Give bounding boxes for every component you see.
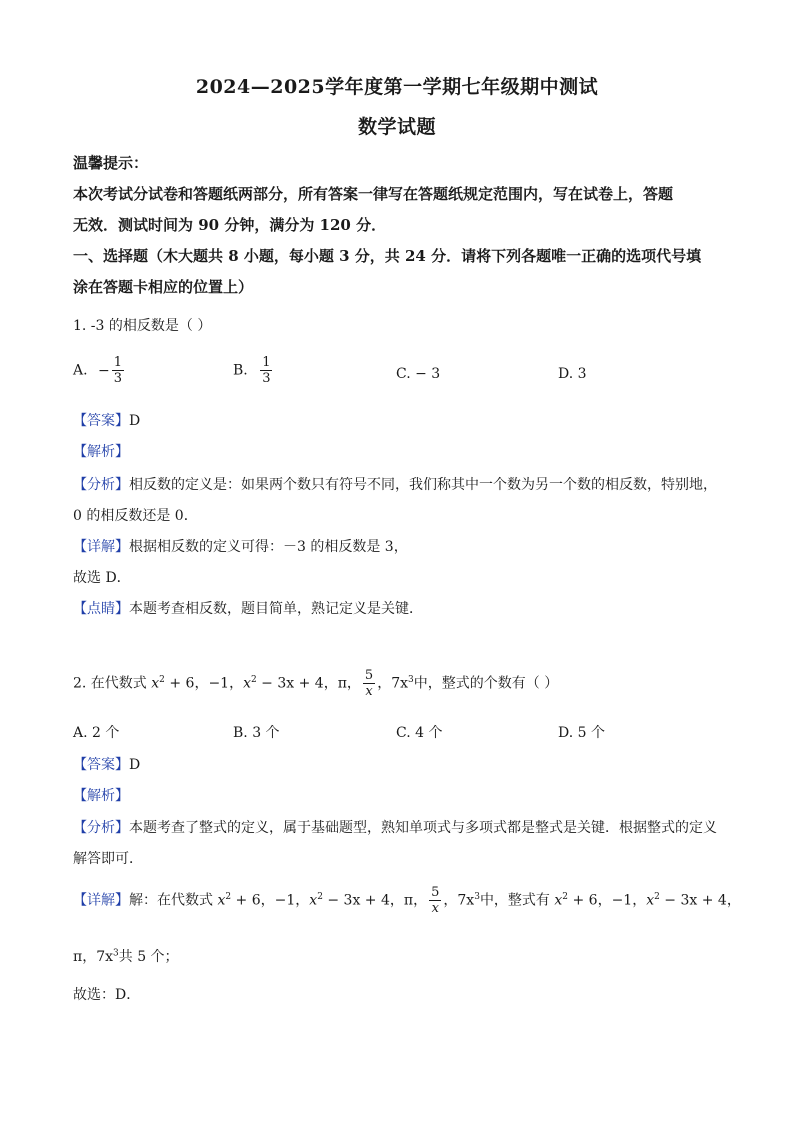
q2-expr-3-exp: 2 [251,674,257,685]
notice-line-2: 无效．测试时间为 90 分钟，满分为 120 分． [73,216,387,234]
q2-detail-result-1-rest: + 6 [568,892,598,909]
q1-choice: 故选 D． [73,570,131,586]
q1-stem: 1. -3 的相反数是（ ） [73,318,212,334]
q2-expr-4: π [337,675,347,692]
q1-option-b-denominator: 3 [262,371,271,386]
q1-option-b-label: B. [233,362,248,379]
q2-stem-prefix: 2. 在代数式 [73,675,152,692]
q2-detail-line-1 [73,885,741,916]
q2-detail-fraction-numerator: 5 [431,885,440,900]
q1-option-b-fraction [260,355,272,386]
q2-detail-line-2 [73,946,733,966]
section-1-line-2: 涂在答题卡相应的位置上） [73,278,254,296]
q2-answer-value: D [129,757,141,773]
q1-point-text: 本题考查相反数，题目简单，熟记定义是关键． [129,601,423,617]
q1-option-c: C. − 3 [396,366,441,382]
q2-fenxi-text-1: 本题考查了整式的定义，属于基础题型，熟知单项式与多项式都是整式是关键．根据整式的定义 [129,820,717,836]
q2-expr-5-fraction [363,668,375,699]
q2-detail-prefix: 解：在代数式 [129,892,218,909]
q2-option-b: B. 3 个 [233,725,280,741]
q2-detail-result-1: x [554,892,563,909]
q2-fenxi-1 [73,817,733,837]
q2-expr-1-exp: 2 [159,674,165,685]
detail-tag: 【详解】 [73,539,129,555]
q2-expr-1-rest: + 6 [164,675,195,692]
q2-detail-expr-1-exp: 2 [225,891,232,902]
q2-expr-3: x [243,675,251,692]
q2-sep: ， [194,675,209,692]
q2-detail-result-2: −1 [611,892,633,909]
q2-detail-result-3-exp: 2 [654,891,660,902]
q2-detail-expr-6: 7x [457,892,475,909]
q1-point [73,598,733,618]
q2-detail-fraction [429,885,441,916]
q1-option-a-fraction [112,355,124,386]
point-tag: 【点睛】 [73,601,129,617]
notice-line-1: 本次考试分试卷和答题纸两部分，所有答案一律写在答题纸规定范围内，写在试卷上，答题 [73,185,674,203]
q2-answer [73,754,733,774]
q2-sep: ， [726,892,741,909]
q2-sep: ， [413,892,428,909]
analysis-tag: 【解析】 [73,444,129,460]
q2-choice: 故选：D． [73,987,141,1003]
q1-answer [73,410,733,430]
q1-answer-value: D [129,413,141,429]
q1-option-a [73,355,126,386]
q2-expr-3-rest: − 3x + 4 [256,675,324,692]
q2-sep: ， [443,892,458,909]
q1-option-b-numerator: 1 [262,355,271,370]
q1-option-a-label: A. [73,362,88,379]
q2-sep: ， [346,675,361,692]
q1-fenxi-1 [73,474,733,494]
page-subtitle: 数学试题 [357,116,436,138]
q1-fenxi-2: 0 的相反数还是 0． [73,508,198,524]
q2-sep: ， [389,892,404,909]
q2-detail-expr-3: x [309,892,318,909]
q1-option-a-numerator: 1 [113,355,123,370]
q2-detail-line-2-exp: 3 [113,948,119,959]
q2-fraction-denominator: x [365,684,373,699]
q2-sep: ， [632,892,647,909]
q2-option-a: A. 2 个 [73,725,120,741]
q2-detail-expr-6-exp: 3 [474,891,480,902]
q1-option-d: D. 3 [558,366,587,382]
q2-detail-expr-4: π [403,892,414,909]
q2-detail-result-3: x [646,892,655,909]
page-title: 2024—2025学年度第一学期七年级期中测试 [195,76,599,98]
q2-sep: ， [377,675,392,692]
q2-detail-expr-1-rest: + 6 [231,892,261,909]
q1-detail-text: 根据相反数的定义可得：－3 的相反数是 3， [129,539,408,555]
q1-option-a-sign: − [98,362,110,379]
q2-sep: ， [229,675,244,692]
q2-stem [73,668,733,699]
q2-expr-1: x [151,675,160,692]
q2-detail-fraction-denominator: x [431,901,439,916]
q2-detail-expr-3-exp: 2 [317,891,323,902]
q2-sep: ， [597,892,612,909]
q2-detail-expr-2: −1 [274,892,296,909]
q1-fenxi-text-1: 相反数的定义是：如果两个数只有符号不同，我们称其中一个数为另一个数的相反数，特别地， [129,477,717,493]
q2-sep: ， [323,675,338,692]
q2-detail-result-3-rest: − 3x + 4 [659,892,727,909]
q2-analysis [73,785,733,805]
q2-fraction-numerator: 5 [364,668,374,683]
q2-detail-expr-1: x [217,892,226,909]
section-1-line-1: 一、选择题（木大题共 8 小题，每小题 3 分，共 24 分．请将下列各题唯一正确的选项代号填 [73,247,702,265]
q2-sep: ， [260,892,275,909]
answer-tag: 【答案】 [73,757,129,773]
q1-detail [73,536,733,556]
q2-fenxi-2: 解答即可． [73,851,143,867]
q2-detail-result-1-exp: 2 [562,891,569,902]
detail-tag: 【详解】 [73,892,129,909]
q2-detail-expr-3-rest: − 3x + 4 [322,892,390,909]
q1-option-a-denominator: 3 [113,371,123,386]
q1-analysis [73,441,733,461]
analysis-tag: 【解析】 [73,788,129,804]
q1-option-b [233,355,274,386]
q2-option-c: C. 4 个 [396,725,443,741]
q2-option-d: D. 5 个 [558,725,605,741]
q2-detail-line-2-pi: π [73,949,83,965]
q2-sep: ， [82,949,97,965]
q2-expr-2: −1 [208,675,230,692]
q2-expr-6-exp: 3 [408,674,414,685]
fenxi-tag: 【分析】 [73,477,129,493]
answer-tag: 【答案】 [73,413,129,429]
q2-stem-suffix: 中，整式的个数有（ ） [413,675,559,692]
notice-heading: 温馨提示： [73,154,149,172]
fenxi-tag: 【分析】 [73,820,129,836]
q2-detail-line-2-end: 共 5 个； [118,949,179,965]
q2-detail-mid: 中，整式有 [479,892,555,909]
q2-expr-6: 7x [391,675,409,692]
q2-sep: ， [295,892,310,909]
q2-detail-line-2-expr: 7x [96,949,114,965]
